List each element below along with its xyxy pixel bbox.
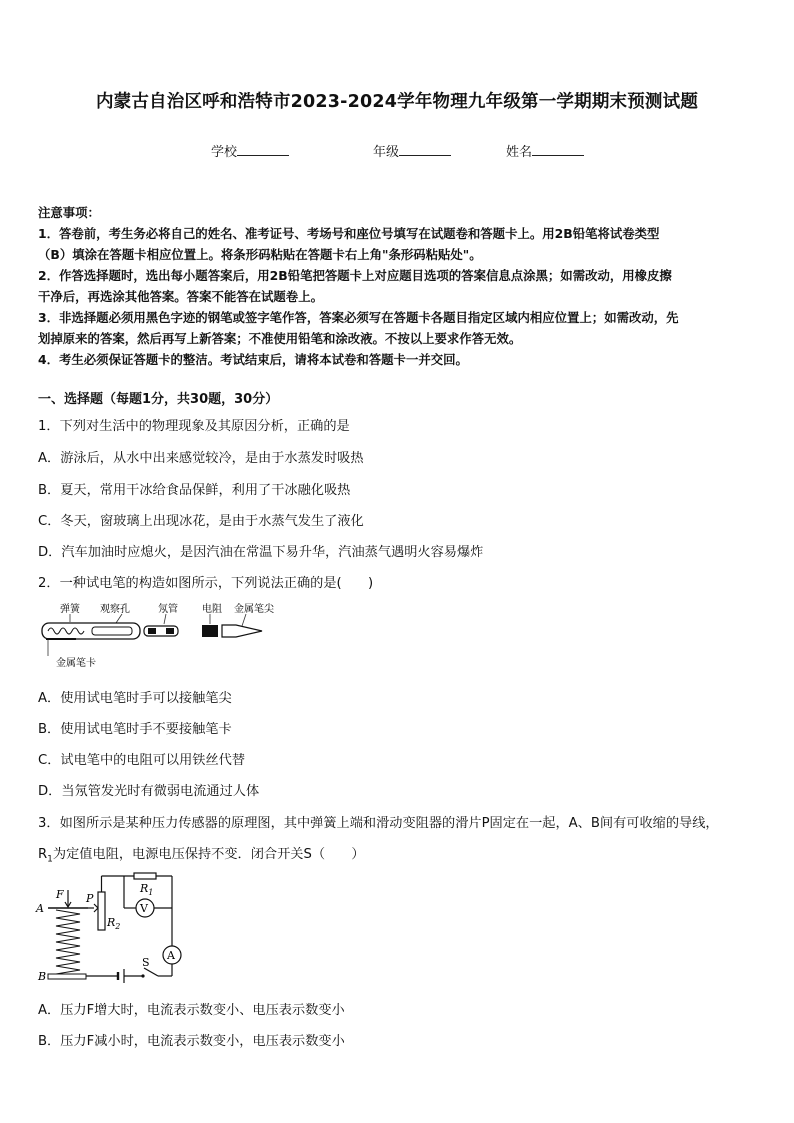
- note-1a: 1．答卷前，考生务必将自己的姓名、准考证号、考场号和座位号填写在试题卷和答题卡上。用2B铅笔将试卷类型: [38, 226, 660, 241]
- note-3b: 划掉原来的答案，然后再写上新答案；不准使用铅笔和涂改液。不按以上要求作答无效。: [38, 331, 522, 346]
- test-pen-figure: [36, 600, 286, 672]
- note-1b: （B）填涂在答题卡相应位置上。将条形码粘贴在答题卡右上角"条形码粘贴处"。: [38, 247, 482, 262]
- window-label: 观察孔: [100, 604, 130, 615]
- notes-heading: 注意事项：: [38, 205, 100, 220]
- neon-label: 氖管: [158, 604, 178, 615]
- q1-stem: 1．下列对生活中的物理现象及其原因分析，正确的是: [38, 419, 350, 434]
- note-2b: 干净后，再选涂其他答案。答案不能答在试题卷上。: [38, 289, 323, 304]
- q3-option-a: A．压力F增大时，电流表示数变小、电压表示数变小: [38, 1003, 345, 1018]
- q3-option-b: B．压力F减小时，电流表示数变小，电压表示数变小: [38, 1034, 345, 1049]
- q3-stem-line2: [38, 843, 365, 865]
- r1-subscript: 1: [47, 854, 53, 865]
- slider-p-label: P: [86, 892, 94, 905]
- r1-resistor: [134, 873, 156, 879]
- q1-option-d: D．汽车加油时应熄火，是因汽油在常温下易升华，汽油蒸气遇明火容易爆炸: [38, 545, 484, 560]
- clip-label: 金属笔卡: [56, 658, 96, 669]
- q2-option-d: D．当氖管发光时有微弱电流通过人体: [38, 784, 260, 799]
- school-label: 学校: [211, 145, 238, 160]
- resistor-label: 电阻: [202, 604, 222, 615]
- r2-rheostat: [98, 892, 105, 930]
- r2-label: $R_2$: [107, 916, 121, 931]
- point-b-label: B: [38, 970, 47, 983]
- q1-option-c: C．冬天，窗玻璃上出现冰花，是由于水蒸气发生了液化: [38, 514, 364, 529]
- switch-s: [144, 968, 158, 976]
- note-4: 4．考生必须保证答题卡的整洁。考试结束后，请将本试卷和答题卡一并交回。: [38, 352, 468, 367]
- name-blank: [532, 143, 584, 156]
- pressure-sensor-circuit: [34, 868, 194, 986]
- voltmeter-symbol: V: [140, 902, 148, 915]
- q1-option-a: A．游泳后，从水中出来感觉较冷，是由于水蒸发时吸热: [38, 451, 364, 466]
- grade-label: 年级: [373, 145, 400, 160]
- note-2a: 2．作答选择题时，选出每小题答案后，用2B铅笔把答题卡上对应题目选项的答案信息点涂黑；如需改动，用橡皮擦: [38, 268, 672, 283]
- grade-field: [373, 141, 451, 160]
- school-blank: [237, 143, 289, 156]
- section-heading: 一、选择题（每题1分，共30题，30分）: [38, 392, 279, 407]
- note-3a: 3．非选择题必须用黑色字迹的钢笔或签字笔作答，答案必须写在答题卡各题目指定区域内相应位置上；如需改动，先: [38, 310, 679, 325]
- name-field: [506, 141, 584, 160]
- r1-symbol: R: [38, 847, 48, 862]
- q2-option-c: C．试电笔中的电阻可以用铁丝代替: [38, 753, 246, 768]
- resistor-shape: [202, 625, 218, 637]
- q1-option-b: B．夏天，常用干冰给食品保鲜，利用了干冰融化吸热: [38, 483, 351, 498]
- q3-stem-text: 为定值电阻，电源电压保持不变．闭合开关S（ ）: [52, 847, 365, 862]
- q2-option-a: A．使用试电笔时手可以接触笔尖: [38, 691, 232, 706]
- school-field: [211, 141, 289, 160]
- q2-option-b: B．使用试电笔时手不要接触笔卡: [38, 722, 232, 737]
- point-a-label: A: [36, 902, 44, 915]
- force-label: F: [56, 888, 64, 901]
- r1-label: $R_1$: [140, 882, 154, 897]
- ammeter-symbol: A: [167, 949, 175, 962]
- name-label: 姓名: [506, 145, 533, 160]
- notes-block: [38, 202, 762, 370]
- q3-stem-line1: 3．如图所示是某种压力传感器的原理图，其中弹簧上端和滑动变阻器的滑片P固定在一起，A、B间有可收缩的导线，: [38, 816, 719, 831]
- switch-label: S: [142, 956, 150, 969]
- grade-blank: [399, 143, 451, 156]
- tip-shape: [222, 625, 262, 637]
- spring-shape: [56, 910, 80, 974]
- tip-label: 金属笔尖: [234, 604, 274, 615]
- spring-label: 弹簧: [60, 604, 80, 615]
- window-shape: [92, 627, 132, 635]
- page-title: 内蒙古自治区呼和浩特市2023-2024学年物理九年级第一学期期末预测试题: [95, 92, 699, 112]
- q2-stem: 2．一种试电笔的构造如图所示，下列说法正确的是( ): [38, 576, 374, 591]
